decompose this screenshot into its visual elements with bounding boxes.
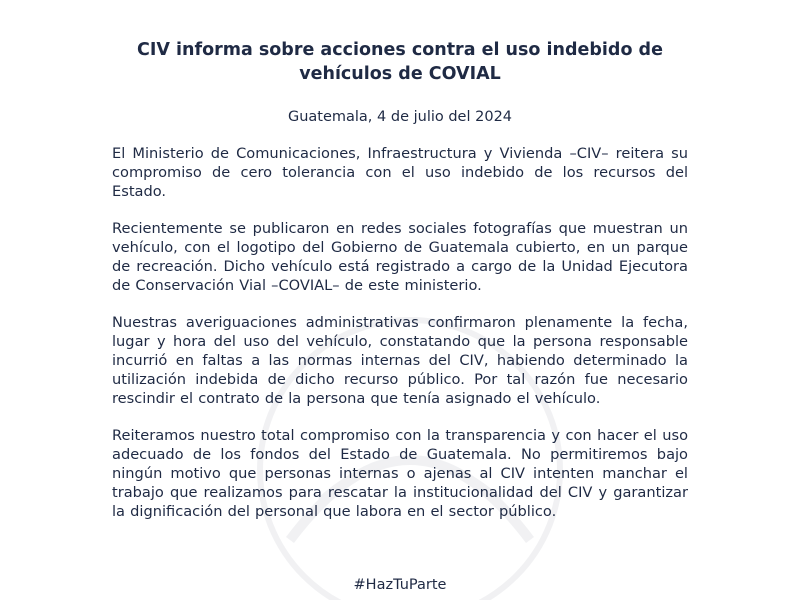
paragraph-2: Recientemente se publicaron en redes sociales fotografías que muestran un vehículo, con el logotipo del Gobierno de Guatemala cubierto, en un parque de recreación. Dicho vehículo está registrado a cargo de la Unidad Ejecutora de Conservación Vial –COVIAL– de este ministerio.: [112, 220, 688, 294]
dateline: Guatemala, 4 de julio del 2024: [287, 109, 513, 125]
paragraph-1: El Ministerio de Comunicaciones, Infraestructura y Vivienda –CIV– reitera su compromiso de cero tolerancia con el uso indebido de los recursos del Estado.: [112, 145, 688, 200]
title-line-1: CIV informa sobre acciones contra el uso indebido de: [137, 40, 663, 60]
press-release: [112, 38, 688, 539]
paragraph-4: Reiteramos nuestro total compromiso con la transparencia y con hacer el uso adecuado de los fondos del Estado de Guatemala. No permitiremos bajo ningún motivo que personas internas o ajenas al CIV intenten manchar el trabajo que realizamos para rescatar la institucionalidad del CIV y garantizar la dignificación del personal que labora en el sector público.: [112, 427, 688, 520]
title-line-2: vehículos de COVIAL: [299, 64, 501, 84]
page-title: [112, 38, 688, 86]
hashtag: #HazTuParte: [353, 577, 447, 593]
paragraph-3: Nuestras averiguaciones administrativas confirmaron plenamente la fecha, lugar y hora del uso del vehículo, constatando que la persona responsable incurrió en faltas a las normas internas del CIV, habiendo determinado la utilización indebida de dicho recurso público. Por tal razón fue necesario rescindir el contrato de la persona que tenía asignado el vehículo.: [112, 314, 688, 407]
